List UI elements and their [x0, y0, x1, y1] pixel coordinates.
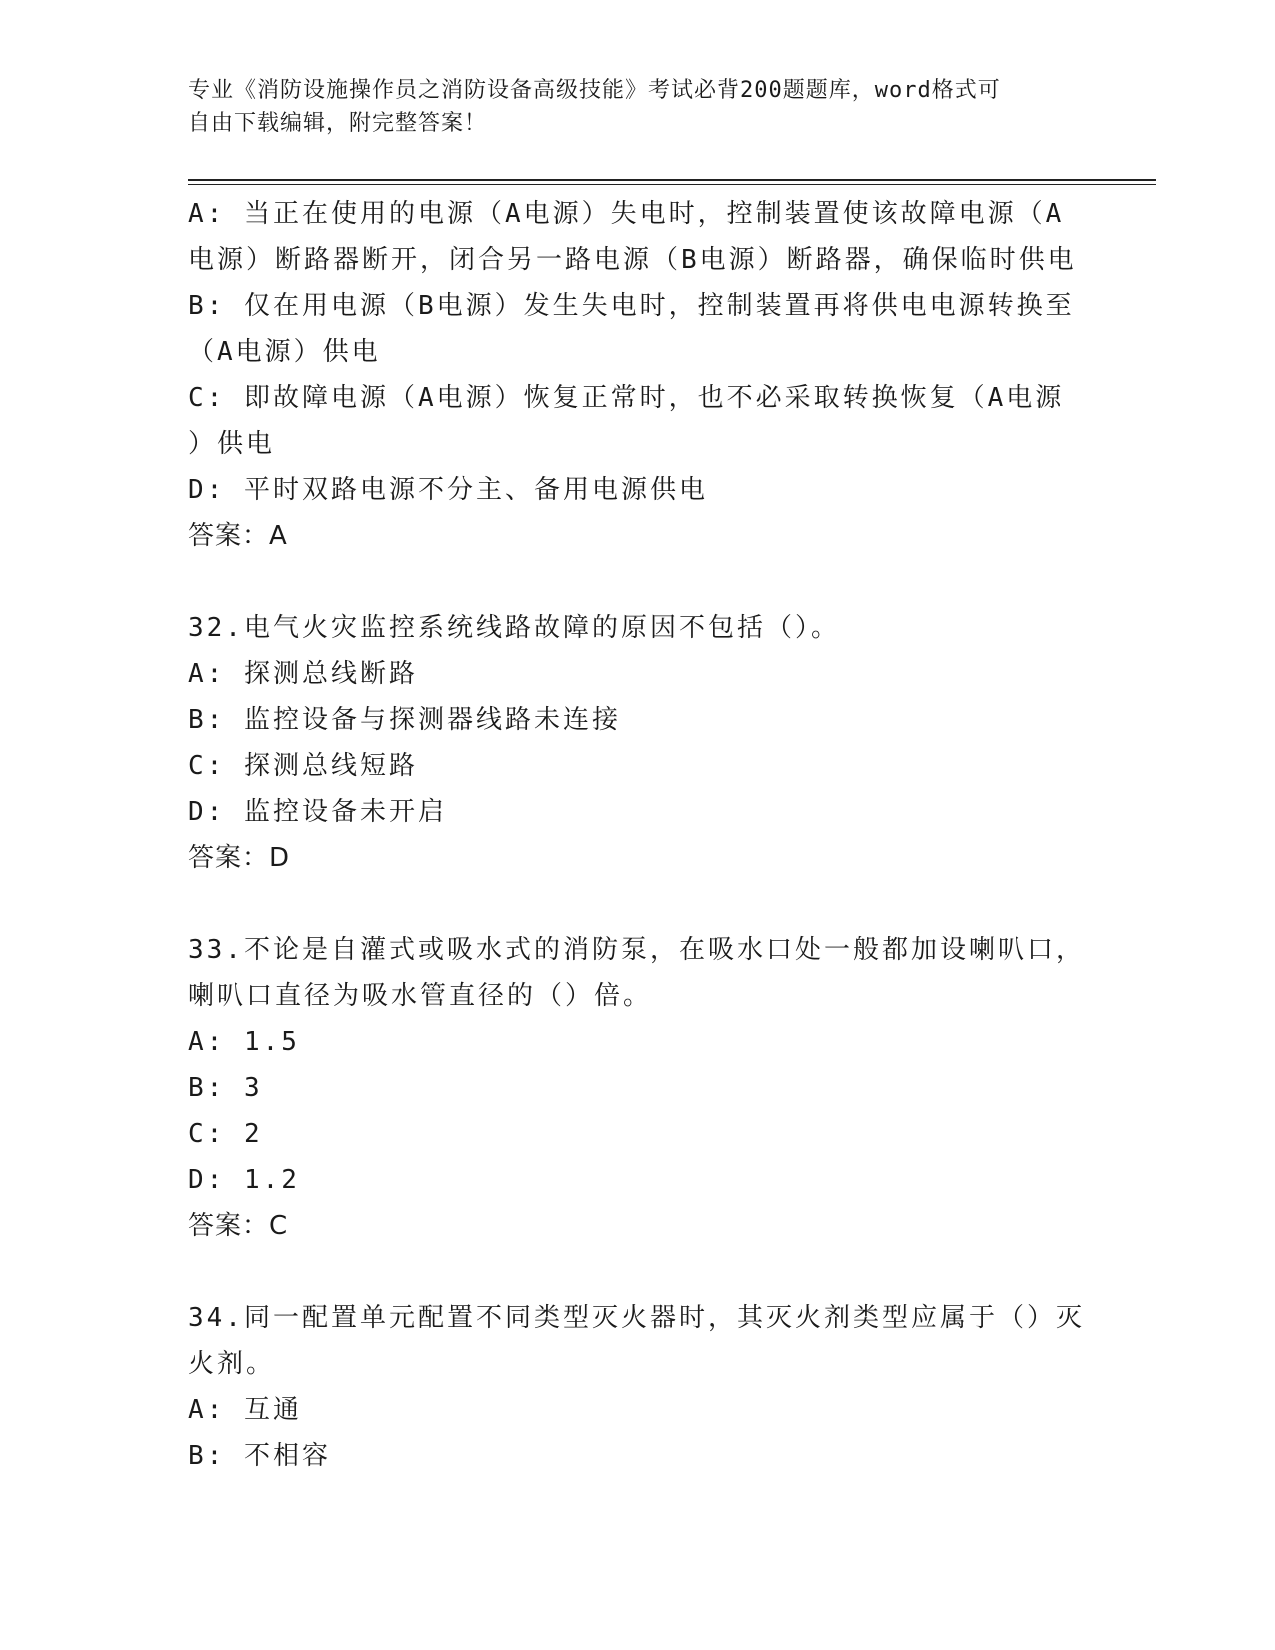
option-a: A: 探测总线断路: [188, 659, 418, 689]
header-divider-top: [188, 179, 1156, 181]
spacer: [188, 1249, 1088, 1295]
option-a-line-2: 电源）断路器断开，闭合另一路电源（B电源）断路器，确保临时供电: [188, 245, 1077, 275]
question-text-line-1: 33.不论是自灌式或吸水式的消防泵，在吸水口处一般都加设喇叭口，: [188, 935, 1085, 965]
question-text-line-2: 火剂。: [188, 1349, 276, 1379]
option-b-line-1: B: 仅在用电源（B电源）发生失电时，控制装置再将供电电源转换至: [188, 291, 1075, 321]
option-a: A: 1.5: [188, 1027, 300, 1057]
answer-label: 答案：D: [188, 843, 291, 873]
header-divider-bottom: [188, 184, 1156, 185]
option-a: A: 互通: [188, 1395, 302, 1425]
spacer: [188, 881, 1088, 927]
spacer: [188, 559, 1088, 605]
answer-label: 答案：A: [188, 521, 288, 551]
header-title-line-1: 专业《消防设施操作员之消防设备高级技能》考试必背200题题库，word格式可: [188, 78, 1001, 103]
answer-label: 答案：C: [188, 1211, 289, 1241]
option-b: B: 3: [188, 1073, 263, 1103]
header-title-line-2: 自由下载编辑，附完整答案！: [188, 111, 488, 136]
option-a-line-1: A: 当正在使用的电源（A电源）失电时，控制装置使该故障电源（A: [188, 199, 1065, 229]
question-text: 32.电气火灾监控系统线路故障的原因不包括（）。: [188, 613, 840, 643]
option-b: B: 不相容: [188, 1441, 331, 1471]
question-block-32: [188, 605, 1088, 881]
option-c-line-2: ）供电: [188, 429, 276, 459]
option-c: C: 探测总线短路: [188, 751, 418, 781]
option-c: C: 2: [188, 1119, 263, 1149]
document-header: [188, 74, 1068, 140]
option-b-line-2: （A电源）供电: [188, 337, 381, 367]
question-content: [188, 191, 1088, 1479]
option-c-line-1: C: 即故障电源（A电源）恢复正常时，也不必采取转换恢复（A电源: [188, 383, 1065, 413]
question-text-line-2: 喇叭口直径为吸水管直径的（）倍。: [188, 981, 653, 1011]
option-d: D: 平时双路电源不分主、备用电源供电: [188, 475, 708, 505]
question-block-31: [188, 191, 1088, 559]
question-text-line-1: 34.同一配置单元配置不同类型灭火器时，其灭火剂类型应属于（）灭: [188, 1303, 1085, 1333]
question-block-33: [188, 927, 1088, 1249]
question-block-34: [188, 1295, 1088, 1479]
option-d: D: 监控设备未开启: [188, 797, 447, 827]
option-d: D: 1.2: [188, 1165, 300, 1195]
option-b: B: 监控设备与探测器线路未连接: [188, 705, 621, 735]
